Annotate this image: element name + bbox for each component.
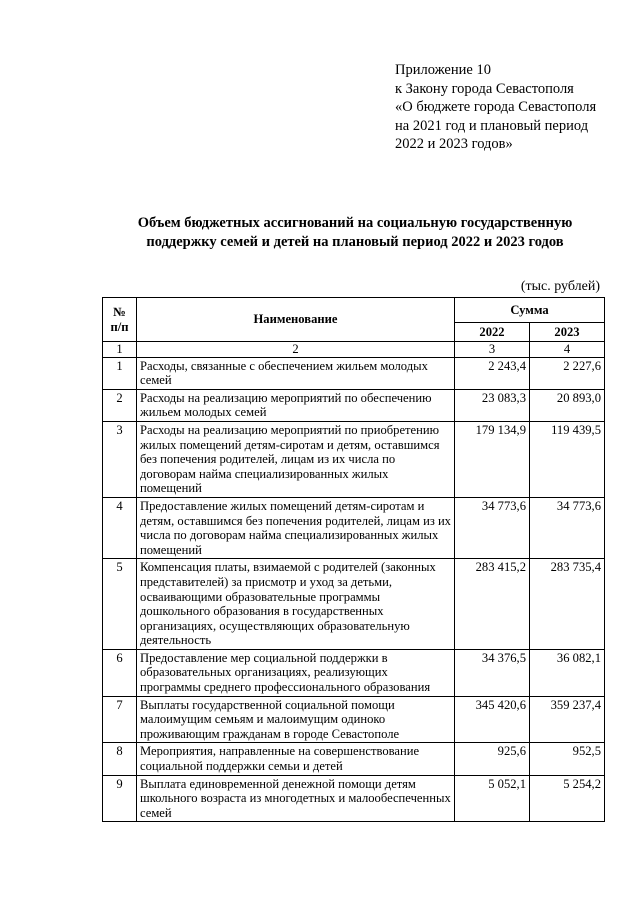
row-value-2023: 359 237,4	[530, 696, 605, 743]
header-number-line1: №	[113, 304, 126, 319]
header-sum: Сумма	[455, 298, 605, 323]
header-year-2022: 2022	[455, 323, 530, 342]
appendix-line: к Закону города Севастополя	[395, 80, 574, 97]
header-number-line2: п/п	[110, 319, 129, 334]
row-name: Расходы на реализацию мероприятий по обеспечению жильем молодых семей	[137, 389, 455, 421]
row-value-2022: 283 415,2	[455, 559, 530, 650]
row-name: Компенсация платы, взимаемой с родителей (законных представителей) за присмотр и уход за детьми, осваивающими образовательные программы дошкольного образования в государственных организациях, осуществляющих образовательную деятельность	[137, 559, 455, 650]
column-index-row	[103, 342, 605, 358]
header-row	[103, 298, 605, 323]
header-year-2023: 2023	[530, 323, 605, 342]
index-cell: 4	[530, 342, 605, 358]
table-row	[103, 497, 605, 558]
row-number: 7	[103, 696, 137, 743]
row-value-2022: 179 134,9	[455, 421, 530, 497]
document-title	[100, 214, 610, 252]
title-line-2: поддержку семей и детей на плановый период 2022 и 2023 годов	[146, 234, 564, 250]
row-value-2023: 20 893,0	[530, 389, 605, 421]
index-cell: 1	[103, 342, 137, 358]
row-name: Мероприятия, направленные на совершенствование социальной поддержки семьи и детей	[137, 743, 455, 775]
appendix-header	[395, 61, 596, 154]
row-value-2022: 2 243,4	[455, 357, 530, 389]
row-name: Выплата единовременной денежной помощи детям школьного возраста из многодетных и малообеспеченных семей	[137, 775, 455, 822]
appendix-line: Приложение 10	[395, 62, 491, 78]
appendix-line: «О бюджете города Севастополя	[395, 99, 597, 115]
row-number: 6	[103, 649, 137, 696]
row-value-2022: 34 773,6	[455, 497, 530, 558]
table-row	[103, 775, 605, 822]
row-number: 4	[103, 497, 137, 558]
index-cell: 2	[137, 342, 455, 358]
table-row	[103, 696, 605, 743]
appendix-line: на 2021 год и плановый период	[395, 117, 589, 134]
row-number: 8	[103, 743, 137, 775]
table-row	[103, 421, 605, 497]
row-name: Предоставление мер социальной поддержки в образовательных организациях, реализующих программы среднего профессионального образования	[137, 649, 455, 696]
row-number: 2	[103, 389, 137, 421]
row-value-2023: 952,5	[530, 743, 605, 775]
table-row	[103, 743, 605, 775]
row-value-2023: 283 735,4	[530, 559, 605, 650]
row-value-2023: 119 439,5	[530, 421, 605, 497]
row-name: Выплаты государственной социальной помощи малоимущим семьям и малоимущим одиноко проживающим гражданам в городе Севастополе	[137, 696, 455, 743]
row-value-2023: 34 773,6	[530, 497, 605, 558]
row-name: Расходы, связанные с обеспечением жильем молодых семей	[137, 357, 455, 389]
title-line-1: Объем бюджетных ассигнований на социальную государственную	[137, 215, 573, 231]
appendix-line: 2022 и 2023 годов»	[395, 136, 513, 152]
row-name: Расходы на реализацию мероприятий по приобретению жилых помещений детям-сиротам и детям, оставшимся без попечения родителей, лицам из их числа по договорам найма специализированных жилых помещений	[137, 421, 455, 497]
row-number: 9	[103, 775, 137, 822]
row-value-2023: 2 227,6	[530, 357, 605, 389]
header-name: Наименование	[137, 298, 455, 342]
row-value-2022: 925,6	[455, 743, 530, 775]
row-value-2022: 345 420,6	[455, 696, 530, 743]
budget-table	[102, 297, 605, 822]
header-number	[103, 298, 137, 342]
row-value-2023: 5 254,2	[530, 775, 605, 822]
row-value-2023: 36 082,1	[530, 649, 605, 696]
table-row	[103, 389, 605, 421]
units-label: (тыс. рублей)	[520, 279, 600, 294]
index-cell: 3	[455, 342, 530, 358]
table-row	[103, 649, 605, 696]
row-value-2022: 5 052,1	[455, 775, 530, 822]
row-number: 3	[103, 421, 137, 497]
row-number: 1	[103, 357, 137, 389]
row-value-2022: 23 083,3	[455, 389, 530, 421]
row-name: Предоставление жилых помещений детям-сиротам и детям, оставшимся без попечения родителей, лицам из их числа по договорам найма специализированных жилых помещений	[137, 497, 455, 558]
table-row	[103, 559, 605, 650]
row-value-2022: 34 376,5	[455, 649, 530, 696]
table-row	[103, 357, 605, 389]
row-number: 5	[103, 559, 137, 650]
